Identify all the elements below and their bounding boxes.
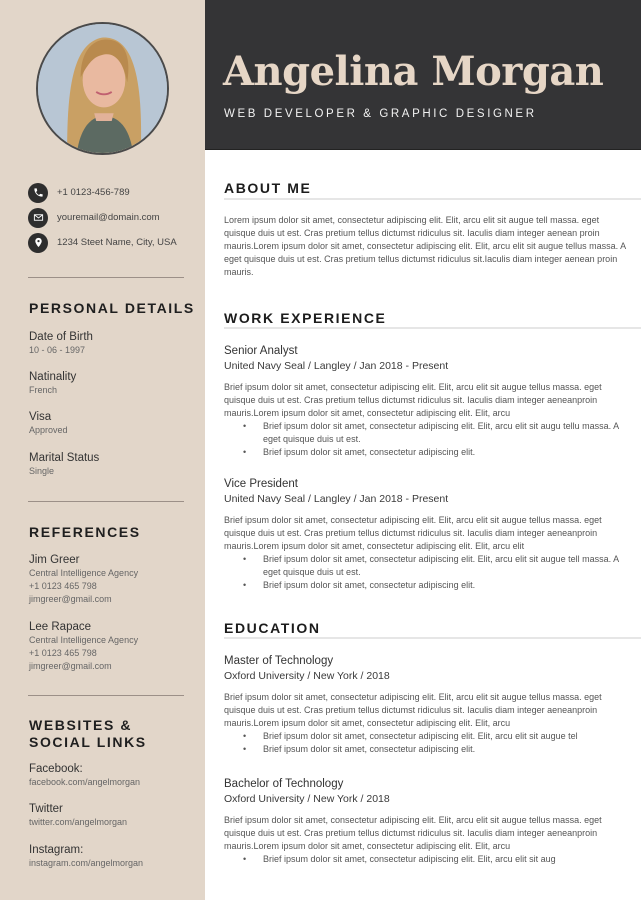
link-label: Twitter xyxy=(29,803,63,815)
degree-bullets xyxy=(224,853,629,866)
contact-address xyxy=(28,230,177,255)
main-content xyxy=(205,150,641,900)
bullet-item: • Brief ipsum dolor sit amet, consectetur adipiscing elit. xyxy=(224,743,629,756)
references-heading: REFERENCES xyxy=(29,524,141,540)
reference-email[interactable]: jimgreer@gmail.com xyxy=(29,594,112,604)
degree-description: Brief ipsum dolor sit amet, consectetur adipiscing elit. Elit, arcu elit sit augue tellus massa. eget quisque duis ut est. Cras pretium tellus dictumst ridiculus sit. Iaculis diam integer aeneanproin mauris.Lorem ipsum dolor sit amet, consectetur adipiscing elit. Elit, arcu xyxy=(224,815,602,851)
contact-email xyxy=(28,205,177,230)
job-subtitle: United Navy Seal / Langley / Jan 2018 - Present xyxy=(224,360,449,372)
reference-org: Central Intelligence Agency xyxy=(29,635,139,645)
detail-label: Marital Status xyxy=(29,452,100,464)
degree-subtitle: Oxford University / New York / 2018 xyxy=(224,793,390,805)
bullet-item: • Brief ipsum dolor sit amet, consectetur adipiscing elit. xyxy=(224,446,629,459)
sidebar-divider xyxy=(28,695,184,696)
candidate-title: WEB DEVELOPER & GRAPHIC DESIGNER xyxy=(224,108,537,120)
bullet-item: • Brief ipsum dolor sit amet, consectetur adipiscing elit. Elit, arcu elit sit augue tell massa. A eget quisque duis ut est. xyxy=(224,553,629,579)
job-bullets xyxy=(224,420,629,459)
reference-email[interactable]: jimgreer@gmail.com xyxy=(29,661,112,671)
bullet-item: • Brief ipsum dolor sit amet, consectetur adipiscing elit. Elit, arcu elit sit aug xyxy=(224,853,629,866)
degree-bullets xyxy=(224,730,629,756)
detail-label: Visa xyxy=(29,411,52,423)
job-subtitle: United Navy Seal / Langley / Jan 2018 - Present xyxy=(224,493,449,505)
detail-label: Natinality xyxy=(29,371,77,383)
degree-title: Master of Technology xyxy=(224,655,334,667)
degree-description: Brief ipsum dolor sit amet, consectetur adipiscing elit. Elit, arcu elit sit augue tellus massa. eget quisque duis ut est. Cras pretium tellus dictumst ridiculus sit. Iaculis diam integer aeneanproin mauris.Lorem ipsum dolor sit amet, consectetur adipiscing elit. Elit, arcu xyxy=(224,692,602,728)
link-url[interactable]: twitter.com/angelmorgan xyxy=(29,817,128,827)
bullet-item: • Brief ipsum dolor sit amet, consectetur adipiscing elit. xyxy=(224,579,629,592)
bullet-item: • Brief ipsum dolor sit amet, consectetur adipiscing elit. Elit, arcu elit sit augue tel xyxy=(224,730,629,743)
detail-value: French xyxy=(29,385,58,395)
job-description: Brief ipsum dolor sit amet, consectetur adipiscing elit. Elit, arcu elit sit augue tellus massa. eget quisque duis ut est. Cras pretium tellus dictumst ridiculus sit. Iaculis diam integer aeneanproin mauris.Lorem ipsum dolor sit amet, consectetur adipiscing elit. Elit, arcu xyxy=(224,382,602,418)
link-url[interactable]: instagram.com/angelmorgan xyxy=(29,858,144,868)
reference-item xyxy=(29,620,138,673)
link-instagram xyxy=(29,843,143,869)
detail-value: 10 - 06 - 1997 xyxy=(29,345,86,355)
detail-value: Approved xyxy=(29,425,68,435)
section-rule xyxy=(224,327,641,329)
street-address: 1234 Steet Name, City, USA xyxy=(57,237,177,248)
work-heading: WORK EXPERIENCE xyxy=(224,310,387,326)
profile-photo xyxy=(36,22,169,155)
phone-icon xyxy=(28,183,48,203)
section-rule xyxy=(224,637,641,639)
links-heading xyxy=(29,717,147,751)
sidebar-divider xyxy=(28,501,184,502)
sidebar xyxy=(0,0,205,900)
personal-details-heading: PERSONAL DETAILS xyxy=(29,300,195,316)
reference-phone: +1 0123 465 798 xyxy=(29,581,97,591)
section-rule xyxy=(224,198,641,200)
contact-phone xyxy=(28,180,177,205)
detail-visa xyxy=(29,410,68,436)
link-facebook xyxy=(29,762,140,788)
detail-label: Date of Birth xyxy=(29,331,93,343)
degree-subtitle: Oxford University / New York / 2018 xyxy=(224,670,390,682)
candidate-name: Angelina Morgan xyxy=(223,48,604,95)
detail-value: Single xyxy=(29,466,55,476)
job-title: Vice President xyxy=(224,478,298,490)
reference-phone: +1 0123 465 798 xyxy=(29,648,97,658)
about-heading: ABOUT ME xyxy=(224,180,312,196)
links-heading-line1: WEBSITES & xyxy=(29,717,133,733)
job-title: Senior Analyst xyxy=(224,345,298,357)
job-bullets xyxy=(224,553,629,592)
email-address[interactable]: youremail@domain.com xyxy=(57,212,160,223)
link-twitter xyxy=(29,802,127,828)
reference-org: Central Intelligence Agency xyxy=(29,568,139,578)
contact-list xyxy=(28,180,177,255)
about-text: Lorem ipsum dolor sit amet, consectetur adipiscing elit. Elit, arcu elit sit augue tell massa. eget quisque duis ut est. Cras pretium tellus dictumst ridiculus sit. Iaculis diam integer aenean proin mauris.Lorem ipsum dolor sit amet, consectetur adipiscing elit. Elit, arcu elit sit augue tellus massa. A eget quisque duis ut est. Cras pretium tellus dictumst ridiculus sit.Iaculis diam integer aenean proin mauris. xyxy=(224,215,626,277)
detail-nationality xyxy=(29,370,76,396)
reference-name: Lee Rapace xyxy=(29,621,92,633)
sidebar-divider xyxy=(28,277,184,278)
detail-dob xyxy=(29,330,93,356)
link-url[interactable]: facebook.com/angelmorgan xyxy=(29,777,141,787)
degree-title: Bachelor of Technology xyxy=(224,778,344,790)
link-label: Facebook: xyxy=(29,763,83,775)
phone-number: +1 0123-456-789 xyxy=(57,187,130,198)
reference-item xyxy=(29,553,138,606)
links-heading-line2: SOCIAL LINKS xyxy=(29,734,147,750)
education-heading: EDUCATION xyxy=(224,620,321,636)
email-icon xyxy=(28,208,48,228)
link-label: Instagram: xyxy=(29,844,84,856)
job-description: Brief ipsum dolor sit amet, consectetur adipiscing elit. Elit, arcu elit sit augue tellus massa. eget quisque duis ut est. Cras pretium tellus dictumst ridiculus sit. Iaculis diam integer aeneanproin mauris.Lorem ipsum dolor sit amet, consectetur adipiscing elit. Elit, arcu elit xyxy=(224,515,602,551)
portrait-image xyxy=(38,24,167,153)
location-pin-icon xyxy=(28,233,48,253)
bullet-item: • Brief ipsum dolor sit amet, consectetur adipiscing elit. Elit, arcu elit sit augu tellu massa. A eget quisque duis ut est. xyxy=(224,420,629,446)
resume-header xyxy=(205,0,641,150)
detail-marital-status xyxy=(29,451,99,477)
reference-name: Jim Greer xyxy=(29,554,80,566)
